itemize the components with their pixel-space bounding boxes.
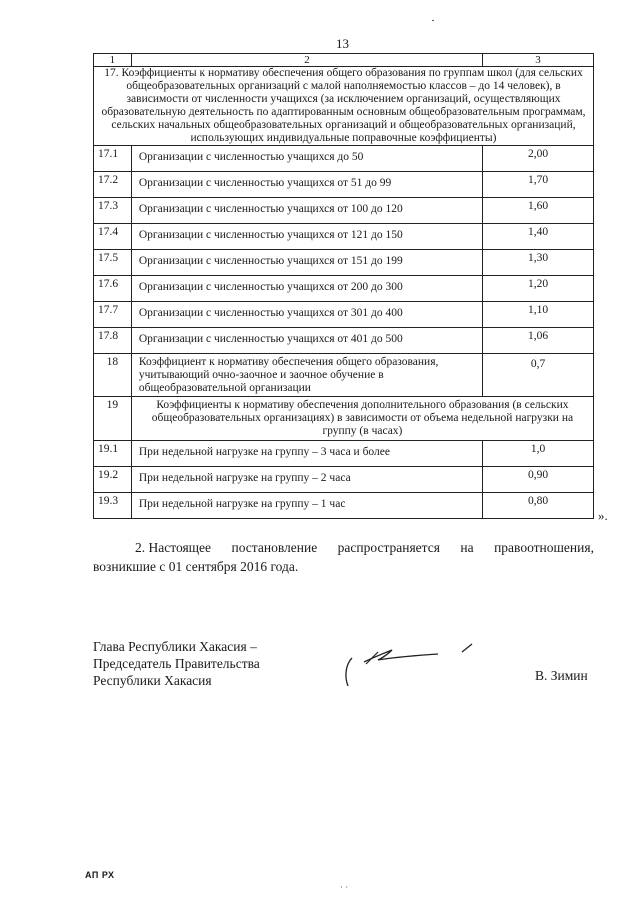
row-text: Организации с численностью учащихся от 151 до 199 [131,250,482,276]
table-row [94,328,594,354]
scan-speck [432,20,434,21]
row-value: 1,30 [483,250,594,276]
table-row [94,224,594,250]
table-row [94,198,594,224]
table-header-row [94,54,594,67]
row-text: Организации с численностью учащихся от 301 до 400 [131,302,482,328]
paragraph-word: постановление [231,540,318,555]
scan-specks: · · [340,882,349,892]
section-17-row [94,67,594,146]
row-number: 19 [94,397,132,441]
row-text: Организации с численностью учащихся от 401 до 500 [131,328,482,354]
table-row [94,467,594,493]
handwritten-signature [338,628,488,698]
row-value: 1,0 [483,441,594,467]
row-text: Организации с численностью учащихся от 51 до 99 [131,172,482,198]
header-col-1: 1 [94,54,132,67]
row-number: 17.8 [94,328,132,354]
row-text: Коэффициент к нормативу обеспечения общего образования, учитывающий очно-заочное и заочное обучение в общеобразовательной организации [131,354,482,397]
row-number: 17.6 [94,276,132,302]
paragraph-2 [93,538,594,576]
row-number: 19.3 [94,493,132,519]
row-text: Организации с численностью учащихся до 50 [131,146,482,172]
row-number: 17.1 [94,146,132,172]
paragraph-line-1 [93,538,594,557]
signatory-name: В. Зимин [535,668,588,683]
row-text: Организации с численностью учащихся от 200 до 300 [131,276,482,302]
footer-code: АП РХ [85,870,115,880]
row-text: Организации с численностью учащихся от 100 до 120 [131,198,482,224]
signatory-line-1: Глава Республики Хакасия – [93,639,257,654]
row-value: 1,40 [483,224,594,250]
row-value: 1,20 [483,276,594,302]
row-value: 1,10 [483,302,594,328]
page-number: 13 [336,36,349,51]
paragraph-word: 2. Настоящее [135,540,212,555]
row-18 [94,354,594,397]
table-row [94,441,594,467]
header-col-2: 2 [131,54,482,67]
table-row [94,493,594,519]
signatory-line-2: Председатель Правительства [93,656,260,671]
header-col-3: 3 [483,54,594,67]
row-value: 1,60 [483,198,594,224]
row-value: 1,06 [483,328,594,354]
section-17-title: 17. Коэффициенты к нормативу обеспечения общего образования по группам школ (для сельских общеобразовательных организаций с малой наполняемостью классов – до 14 человек), в зависимости от численности учащихся (за исключением организаций, осуществляющих образовательную деятельность по адаптированным основным общеобразовательным программам, сельских начальных общеобразовательных организаций и общеобразовательных организаций, использующих индивидуальные поправочные коэффициенты) [94,67,594,146]
row-number: 17.5 [94,250,132,276]
row-text: При недельной нагрузке на группу – 2 часа [131,467,482,493]
row-value: 0,7 [483,354,594,397]
table-row [94,276,594,302]
row-value: 0,90 [483,467,594,493]
row-text: Организации с численностью учащихся от 121 до 150 [131,224,482,250]
row-number: 18 [94,354,132,397]
row-number: 17.7 [94,302,132,328]
row-value: 2,00 [483,146,594,172]
table-row [94,250,594,276]
row-number: 19.1 [94,441,132,467]
row-text: При недельной нагрузке на группу – 3 часа и более [131,441,482,467]
signatory-line-3: Республики Хакасия [93,673,212,688]
row-number: 17.3 [94,198,132,224]
row-number: 19.2 [94,467,132,493]
row-number: 17.4 [94,224,132,250]
section-19-row [94,397,594,441]
row-number: 17.2 [94,172,132,198]
table-row [94,302,594,328]
table-row [94,146,594,172]
section-19-title: Коэффициенты к нормативу обеспечения дополнительного образования (в сельских общеобразовательных организациях) в зависимости от объема недельной нагрузки на группу (в часах) [131,397,593,441]
row-value: 0,80 [483,493,594,519]
paragraph-line-2: возникшие с 01 сентября 2016 года. [93,559,299,574]
row-value: 1,70 [483,172,594,198]
row-text: При недельной нагрузке на группу – 1 час [131,493,482,519]
table-row [94,172,594,198]
signatory-title [93,638,260,689]
paragraph-word: распространяется [337,540,440,555]
closing-quote: ». [598,508,608,523]
paragraph-word: правоотношения, [494,540,594,555]
paragraph-word: на [460,540,474,555]
coefficients-table [93,53,594,519]
